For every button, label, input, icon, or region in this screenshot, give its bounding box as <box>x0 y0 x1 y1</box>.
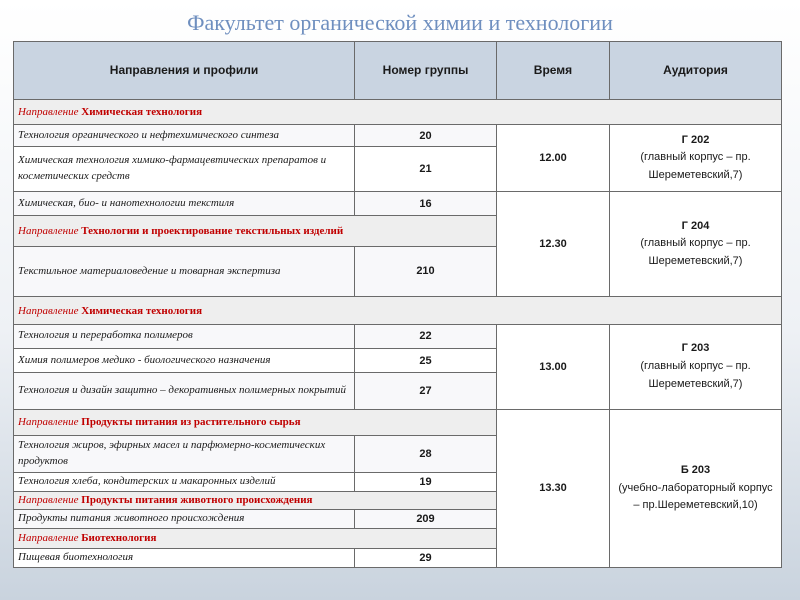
header-directions: Направления и профили <box>14 42 355 100</box>
time-cell: 12.00 <box>497 125 610 192</box>
group-cell: 21 <box>355 147 497 192</box>
room-cell: Б 203 (учебно-лабораторный корпус – пр.Шереметевский,10) <box>610 409 782 567</box>
group-cell: 20 <box>355 125 497 147</box>
group-cell: 27 <box>355 373 497 409</box>
profile-cell: Химия полимеров медико - биологического назначения <box>14 349 355 373</box>
direction-label: Направление Химическая технология <box>14 297 782 324</box>
direction-label: Направление Химическая технология <box>14 99 782 124</box>
direction-row <box>14 409 782 435</box>
header-time: Время <box>497 42 610 100</box>
group-cell: 19 <box>355 472 497 491</box>
direction-label: Направление Биотехнология <box>14 529 497 548</box>
profile-cell: Технология органического и нефтехимического синтеза <box>14 125 355 147</box>
room-cell: Г 202 (главный корпус – пр. Шереметевский,7) <box>610 125 782 192</box>
direction-label: Направление Продукты питания из растительного сырья <box>14 409 497 435</box>
group-cell: 28 <box>355 436 497 472</box>
time-cell: 13.30 <box>497 409 610 567</box>
room-cell: Г 203 (главный корпус – пр. Шереметевский,7) <box>610 324 782 409</box>
profile-cell: Пищевая биотехнология <box>14 548 355 567</box>
direction-label: Направление Технологии и проектирование текстильных изделий <box>14 216 497 246</box>
room-cell: Г 204 (главный корпус – пр. Шереметевский,7) <box>610 191 782 296</box>
direction-row <box>14 297 782 324</box>
table-header <box>14 42 782 100</box>
table-row <box>14 125 782 147</box>
profile-cell: Технология жиров, эфирных масел и парфюмерно-косметических продуктов <box>14 436 355 472</box>
table-row <box>14 324 782 348</box>
group-cell: 209 <box>355 510 497 529</box>
header-group: Номер группы <box>355 42 497 100</box>
profile-cell: Химическая, био- и нанотехнологии текстиля <box>14 191 355 215</box>
direction-row <box>14 99 782 124</box>
table-row <box>14 191 782 215</box>
group-cell: 25 <box>355 349 497 373</box>
profile-cell: Технология и переработка полимеров <box>14 324 355 348</box>
profile-cell: Продукты питания животного происхождения <box>14 510 355 529</box>
group-cell: 22 <box>355 324 497 348</box>
group-cell: 210 <box>355 246 497 297</box>
group-cell: 16 <box>355 191 497 215</box>
schedule-table <box>13 41 782 568</box>
direction-label: Направление Продукты питания животного происхождения <box>14 491 497 509</box>
page-title: Факультет органической химии и технологии <box>187 10 613 35</box>
profile-cell: Технология и дизайн защитно – декоративных полимерных покрытий <box>14 373 355 409</box>
group-cell: 29 <box>355 548 497 567</box>
time-cell: 13.00 <box>497 324 610 409</box>
profile-cell: Текстильное материаловедение и товарная экспертиза <box>14 246 355 297</box>
profile-cell: Химическая технология химико-фармацевтических препаратов и косметических средств <box>14 147 355 192</box>
profile-cell: Технология хлеба, кондитерских и макаронных изделий <box>14 472 355 491</box>
header-room: Аудитория <box>610 42 782 100</box>
time-cell: 12.30 <box>497 191 610 296</box>
